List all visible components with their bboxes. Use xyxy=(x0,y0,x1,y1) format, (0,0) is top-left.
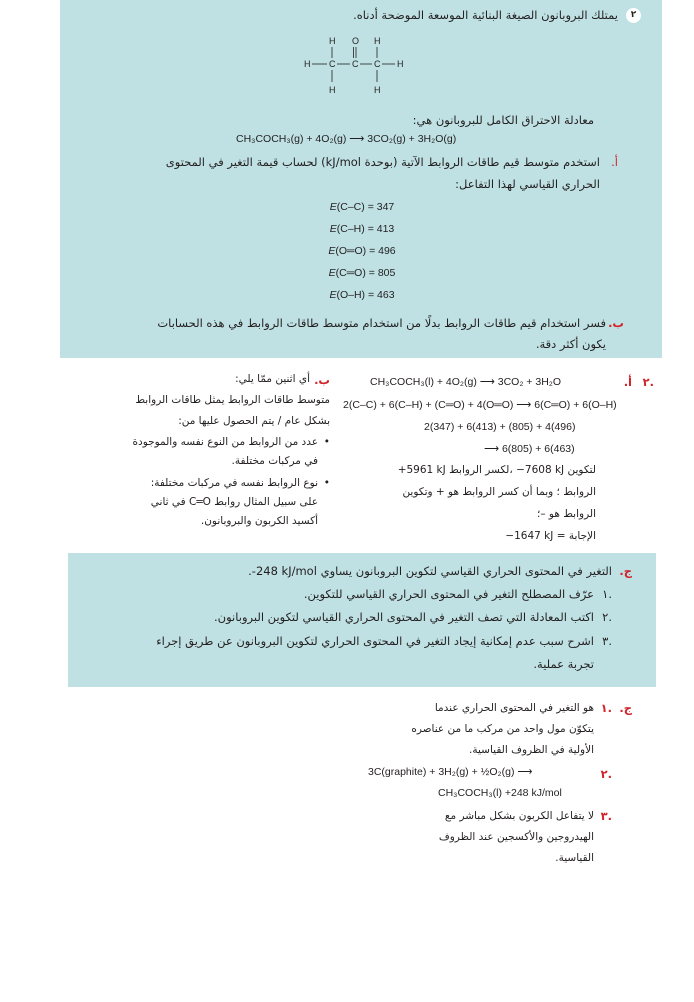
answer-c-item-1-num: ١. xyxy=(600,701,612,715)
part-a-line-2: الحراري القياسي لهذا التفاعل: xyxy=(455,177,600,191)
answer-c-item-1-line-1: هو التغير في المحتوى الحراري عندما xyxy=(434,702,594,714)
answer-2a-line-8: الإجابة = ‎−1647 kJ xyxy=(505,530,596,542)
question-c-item-1: عرّف المصطلح التغير في المحتوى الحراري القياسي للتكوين. xyxy=(303,587,594,601)
answer-c-item-2-num: ٢. xyxy=(600,767,612,781)
bond-energy-ch: E(C–H) = 413 xyxy=(329,223,395,235)
question-c-item-3-line-2: تجربة عملية. xyxy=(533,657,594,671)
answer-2a-line-3: 2(347) + 6(413) + (805) + 4(496) xyxy=(424,421,576,433)
answer-2a-line-2: 2(C–C) + 6(C–H) + (C═O) + 4(O═O) ⟶ 6(C═O) + 6(O–H) xyxy=(343,399,617,411)
struct-atom-h-top-right: H xyxy=(374,36,381,46)
bond-energy-oo: E(O═O) = 496 xyxy=(328,245,396,257)
answer-2a-label: أ. xyxy=(623,375,632,389)
struct-atom-c3: C xyxy=(374,59,381,69)
question-c-item-3-num: ٣. xyxy=(602,634,612,648)
answer-2-number: ٢. xyxy=(642,375,654,389)
combustion-equation: CH₃COCH₃(g) + 4O₂(g) ⟶ 3CO₂(g) + 3H₂O(g) xyxy=(236,133,457,145)
answer-2b-lead-1: متوسط طاقات الروابط يمثل طاقات الروابط xyxy=(135,394,330,406)
answer-c-item-3-line-2: الهيدروجين والأكسجين عند الظروف xyxy=(438,831,594,843)
answer-2b-label: ب. xyxy=(314,373,330,387)
list-item: • عدد من الروابط من النوع نفسه والموجودة في مركبات مختلفة. xyxy=(30,433,330,471)
struct-atom-o-top: O xyxy=(352,36,360,46)
part-a-line-1: استخدم متوسط قيم طاقات الروابط الآتية (بوحدة kJ/mol) لحساب قيمة التغير في المحتوى xyxy=(165,155,600,169)
bond-energy-co: E(C═O) = 805 xyxy=(328,267,396,279)
question-c-item-2-num: ٢. xyxy=(602,610,612,624)
question-c-item-3-line-1: اشرح سبب عدم إمكانية إيجاد التغير في المحتوى الحراري لتكوين البروبانون عن طريق إجراء xyxy=(156,634,594,648)
struct-atom-c1: C xyxy=(329,59,336,69)
answer-c-label: ج. xyxy=(619,701,632,715)
question-c-label: ج. xyxy=(619,564,632,578)
answer-c-item-3-num: ٣. xyxy=(600,809,612,823)
answer-c-item-3-line-1: لا يتفاعل الكربون بشكل مباشر مع xyxy=(444,810,594,822)
answer-2b-lead-2: بشكل عام / يتم الحصول عليها من: xyxy=(178,415,330,427)
part-a-label: أ. xyxy=(611,155,618,169)
struct-atom-h-left: H xyxy=(304,59,311,69)
answer-2b-bullets xyxy=(30,433,330,531)
question-c-item-1-num: ١. xyxy=(602,587,612,601)
answer-2a-line-6: الروابط ؛ وبما أن كسر الروابط هو + وتكوين xyxy=(402,486,596,498)
answer-c-item-1-line-2: يتكوّن مول واحد من مركب ما من عناصره xyxy=(411,723,594,735)
answer-c-item-3-line-3: القياسية. xyxy=(555,852,594,864)
question-2-intro: يمتلك البروبانون الصيغة البنائية الموسعة الموضحة أدناه. xyxy=(353,8,618,22)
question-number-badge: ٢ xyxy=(626,8,641,23)
bond-energy-oh: E(O–H) = 463 xyxy=(329,289,395,301)
answer-2a-line-5: +5961 kJ لكسر الروابط، ‎−7608 kJ لتكوين xyxy=(397,464,596,476)
bond-energy-cc: E(C–C) = 347 xyxy=(329,201,395,213)
struct-atom-h-top-left: H xyxy=(329,36,336,46)
answer-c-item-1-line-3: الأولية في الظروف القياسية. xyxy=(469,744,594,756)
answer-2b-intro: أي اثنين ممّا يلي: xyxy=(235,373,310,385)
part-b-line-1: فسر استخدام قيم طاقات الروابط بدلًا من استخدام متوسط طاقات الروابط في هذه الحسابات xyxy=(157,316,606,330)
propanone-structural-formula xyxy=(296,36,424,98)
question-c-item-2: اكتب المعادلة التي تصف التغير في المحتوى الحراري القياسي لتكوين البروبانون. xyxy=(214,610,594,624)
answer-2a-line-1: CH₃COCH₃(l) + 4O₂(g) ⟶ 3CO₂ + 3H₂O xyxy=(370,376,562,388)
list-item: • نوع الروابط نفسه في مركبات مختلفة: على سبيل المثال روابط C═O في ثاني أكسيد الكربون والبروبانون. xyxy=(30,474,330,531)
struct-atom-h-right: H xyxy=(397,59,404,69)
part-b-label: ب. xyxy=(608,316,624,330)
question-c-intro: التغير في المحتوى الحراري القياسي لتكوين البروبانون يساوي ‎-248 kJ/mol. xyxy=(248,564,612,578)
struct-atom-c2: C xyxy=(352,59,359,69)
combustion-label: معادلة الاحتراق الكامل للبروبانون هي: xyxy=(412,113,594,127)
struct-atom-h-bottom-left: H xyxy=(329,85,336,95)
part-b-line-2: يكون أكثر دقة. xyxy=(535,337,606,351)
answer-c-item-2-line-1: 3C(graphite) + 3H₂(g) + ½O₂(g) ⟶ xyxy=(368,766,533,778)
struct-atom-h-bottom-right: H xyxy=(374,85,381,95)
answer-2a-line-4: ⟶ 6(805) + 6(463) xyxy=(484,443,575,455)
answer-2a-line-7: الروابط هو –؛ xyxy=(536,508,596,520)
answer-c-item-2-line-2: CH₃COCH₃(l) +248 kJ/mol xyxy=(438,787,562,799)
